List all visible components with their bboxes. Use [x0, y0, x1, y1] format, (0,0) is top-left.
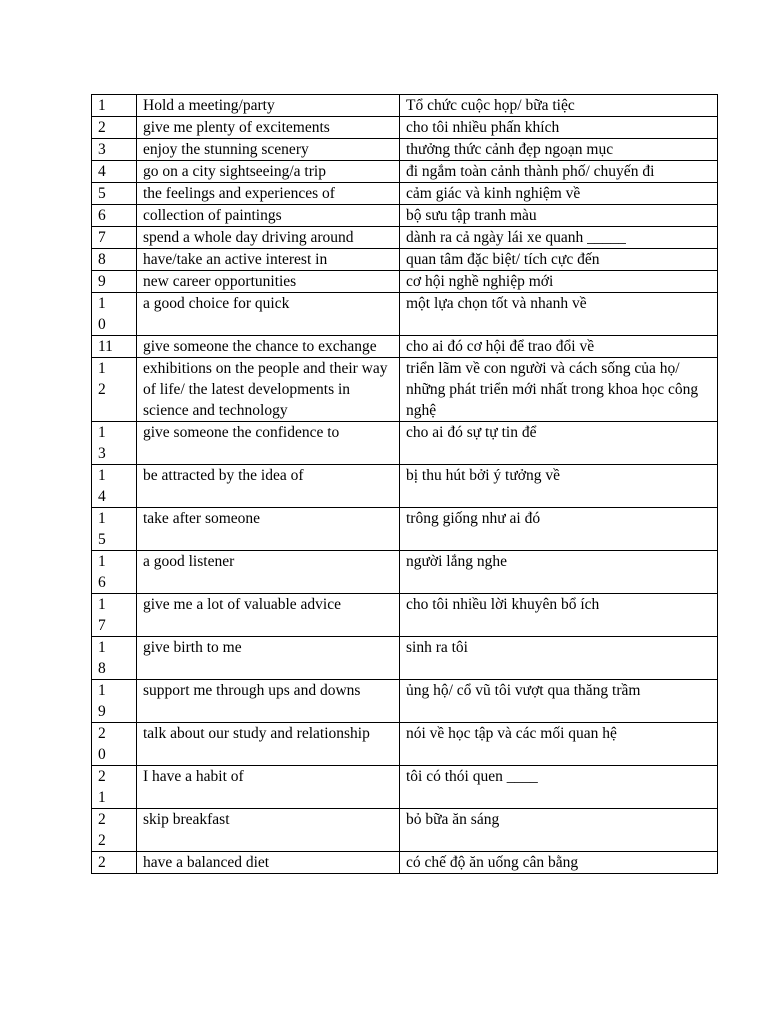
vietnamese-translation: nói về học tập và các mối quan hệ — [400, 723, 718, 766]
document-page — [91, 94, 699, 874]
row-number-text: 17 — [98, 596, 106, 634]
row-number — [92, 271, 137, 293]
vietnamese-translation: có chế độ ăn uống cân bằng — [400, 852, 718, 874]
table-row — [92, 766, 718, 809]
english-phrase: be attracted by the idea of — [137, 465, 400, 508]
table-row — [92, 852, 718, 874]
vocabulary-table-body — [92, 95, 718, 874]
vietnamese-translation: người lắng nghe — [400, 551, 718, 594]
row-number-text: 9 — [98, 273, 106, 290]
row-number — [92, 723, 137, 766]
vietnamese-translation: cho ai đó cơ hội để trao đổi về — [400, 336, 718, 358]
row-number — [92, 227, 137, 249]
row-number — [92, 809, 137, 852]
row-number — [92, 422, 137, 465]
english-phrase: skip breakfast — [137, 809, 400, 852]
vietnamese-translation: dành ra cả ngày lái xe quanh _____ — [400, 227, 718, 249]
row-number-text: 13 — [98, 424, 106, 462]
row-number-text: 1 — [98, 97, 106, 114]
vietnamese-translation: sinh ra tôi — [400, 637, 718, 680]
row-number-text: 16 — [98, 553, 106, 591]
row-number-text: 19 — [98, 682, 106, 720]
row-number — [92, 161, 137, 183]
row-number-text: 7 — [98, 229, 106, 246]
table-row — [92, 183, 718, 205]
english-phrase: I have a habit of — [137, 766, 400, 809]
english-phrase: take after someone — [137, 508, 400, 551]
row-number — [92, 358, 137, 422]
row-number-text: 22 — [98, 811, 106, 849]
row-number-text: 20 — [98, 725, 106, 763]
english-phrase: enjoy the stunning scenery — [137, 139, 400, 161]
english-phrase: give someone the confidence to — [137, 422, 400, 465]
table-row — [92, 271, 718, 293]
english-phrase: give me a lot of valuable advice — [137, 594, 400, 637]
english-phrase: Hold a meeting/party — [137, 95, 400, 117]
row-number — [92, 465, 137, 508]
vietnamese-translation: đi ngắm toàn cảnh thành phố/ chuyến đi — [400, 161, 718, 183]
table-row — [92, 465, 718, 508]
english-phrase: the feelings and experiences of — [137, 183, 400, 205]
table-row — [92, 95, 718, 117]
vietnamese-translation: cho tôi nhiều lời khuyên bổ ích — [400, 594, 718, 637]
row-number — [92, 95, 137, 117]
row-number-text: 6 — [98, 207, 106, 224]
row-number-text: 21 — [98, 768, 106, 806]
english-phrase: exhibitions on the people and their way of life/ the latest developments in science and technology — [137, 358, 400, 422]
row-number-text: 14 — [98, 467, 106, 505]
vietnamese-translation: bị thu hút bởi ý tưởng về — [400, 465, 718, 508]
english-phrase: talk about our study and relationship — [137, 723, 400, 766]
row-number — [92, 551, 137, 594]
table-row — [92, 293, 718, 336]
table-row — [92, 358, 718, 422]
vietnamese-translation: trông giống như ai đó — [400, 508, 718, 551]
vietnamese-translation: quan tâm đặc biệt/ tích cực đến — [400, 249, 718, 271]
row-number — [92, 293, 137, 336]
row-number-text: 15 — [98, 510, 106, 548]
table-row — [92, 637, 718, 680]
vocabulary-table — [91, 94, 718, 874]
row-number-text: 8 — [98, 251, 106, 268]
row-number-text: 12 — [98, 360, 106, 398]
row-number — [92, 336, 137, 358]
vietnamese-translation: bộ sưu tập tranh màu — [400, 205, 718, 227]
row-number-text: 2 — [98, 854, 106, 871]
english-phrase: give someone the chance to exchange — [137, 336, 400, 358]
english-phrase: new career opportunities — [137, 271, 400, 293]
english-phrase: support me through ups and downs — [137, 680, 400, 723]
row-number — [92, 249, 137, 271]
row-number — [92, 508, 137, 551]
vietnamese-translation: Tổ chức cuộc họp/ bữa tiệc — [400, 95, 718, 117]
vietnamese-translation: ủng hộ/ cổ vũ tôi vượt qua thăng trầm — [400, 680, 718, 723]
vietnamese-translation: triển lãm về con người và cách sống của họ/ những phát triển mới nhất trong khoa học công nghệ — [400, 358, 718, 422]
row-number — [92, 680, 137, 723]
vietnamese-translation: bỏ bữa ăn sáng — [400, 809, 718, 852]
row-number — [92, 183, 137, 205]
row-number-text: 10 — [98, 295, 106, 333]
row-number-text: 11 — [98, 338, 113, 355]
row-number — [92, 139, 137, 161]
english-phrase: spend a whole day driving around — [137, 227, 400, 249]
english-phrase: have a balanced diet — [137, 852, 400, 874]
row-number-text: 4 — [98, 163, 106, 180]
table-row — [92, 205, 718, 227]
vietnamese-translation: cảm giác và kinh nghiệm về — [400, 183, 718, 205]
table-row — [92, 422, 718, 465]
vietnamese-translation: cơ hội nghề nghiệp mới — [400, 271, 718, 293]
table-row — [92, 680, 718, 723]
table-row — [92, 249, 718, 271]
table-row — [92, 117, 718, 139]
vietnamese-translation: tôi có thói quen ____ — [400, 766, 718, 809]
table-row — [92, 227, 718, 249]
table-row — [92, 594, 718, 637]
row-number-text: 3 — [98, 141, 106, 158]
english-phrase: have/take an active interest in — [137, 249, 400, 271]
row-number-text: 5 — [98, 185, 106, 202]
row-number — [92, 594, 137, 637]
row-number — [92, 766, 137, 809]
english-phrase: a good listener — [137, 551, 400, 594]
row-number-text: 2 — [98, 119, 106, 136]
english-phrase: a good choice for quick — [137, 293, 400, 336]
english-phrase: give me plenty of excitements — [137, 117, 400, 139]
vietnamese-translation: cho tôi nhiều phấn khích — [400, 117, 718, 139]
row-number-text: 18 — [98, 639, 106, 677]
table-row — [92, 508, 718, 551]
row-number — [92, 637, 137, 680]
vietnamese-translation: cho ai đó sự tự tin để — [400, 422, 718, 465]
english-phrase: give birth to me — [137, 637, 400, 680]
english-phrase: go on a city sightseeing/a trip — [137, 161, 400, 183]
row-number — [92, 852, 137, 874]
vietnamese-translation: thưởng thức cảnh đẹp ngoạn mục — [400, 139, 718, 161]
row-number — [92, 117, 137, 139]
table-row — [92, 723, 718, 766]
vietnamese-translation: một lựa chọn tốt và nhanh về — [400, 293, 718, 336]
table-row — [92, 336, 718, 358]
row-number — [92, 205, 137, 227]
table-row — [92, 139, 718, 161]
table-row — [92, 809, 718, 852]
table-row — [92, 551, 718, 594]
english-phrase: collection of paintings — [137, 205, 400, 227]
table-row — [92, 161, 718, 183]
